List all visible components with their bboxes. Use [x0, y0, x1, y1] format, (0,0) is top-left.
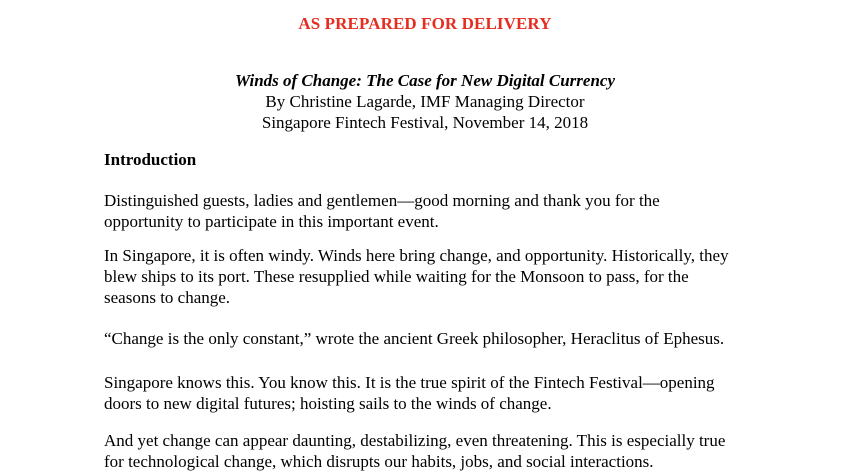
- speech-byline: By Christine Lagarde, IMF Managing Director: [265, 92, 585, 111]
- paragraph-line: seasons to change.: [104, 288, 231, 307]
- speech-title: Winds of Change: The Case for New Digital Currency: [234, 71, 615, 90]
- speech-venue: Singapore Fintech Festival, November 14, 2018: [261, 113, 589, 132]
- paragraph-5: [104, 430, 754, 472]
- paragraph-line: Singapore knows this. You know this. It is the true spirit of the Fintech Festival—opening: [104, 373, 715, 392]
- paragraph-line: And yet change can appear daunting, destabilizing, even threatening. This is especially true: [104, 431, 726, 450]
- paragraph-line: blew ships to its port. These resupplied while waiting for the Monsoon to pass, for the: [104, 267, 689, 286]
- paragraph-line: “Change is the only constant,” wrote the ancient Greek philosopher, Heraclitus of Ephesus.: [104, 329, 725, 348]
- paragraph-line: for technological change, which disrupts our habits, jobs, and social interactions.: [104, 452, 654, 471]
- paragraph-3: [104, 328, 754, 349]
- paragraph-2: [104, 245, 754, 308]
- delivery-banner: AS PREPARED FOR DELIVERY: [298, 14, 552, 33]
- paragraph-line: Distinguished guests, ladies and gentlemen—good morning and thank you for the: [104, 191, 660, 210]
- paragraph-4: [104, 372, 754, 414]
- paragraph-1: [104, 190, 754, 232]
- paragraph-line: doors to new digital futures; hoisting sails to the winds of change.: [104, 394, 552, 413]
- paragraph-line: opportunity to participate in this important event.: [104, 212, 439, 231]
- title-block: [0, 70, 850, 133]
- paragraph-line: In Singapore, it is often windy. Winds here bring change, and opportunity. Historically, they: [104, 246, 729, 265]
- section-heading: Introduction: [104, 150, 197, 169]
